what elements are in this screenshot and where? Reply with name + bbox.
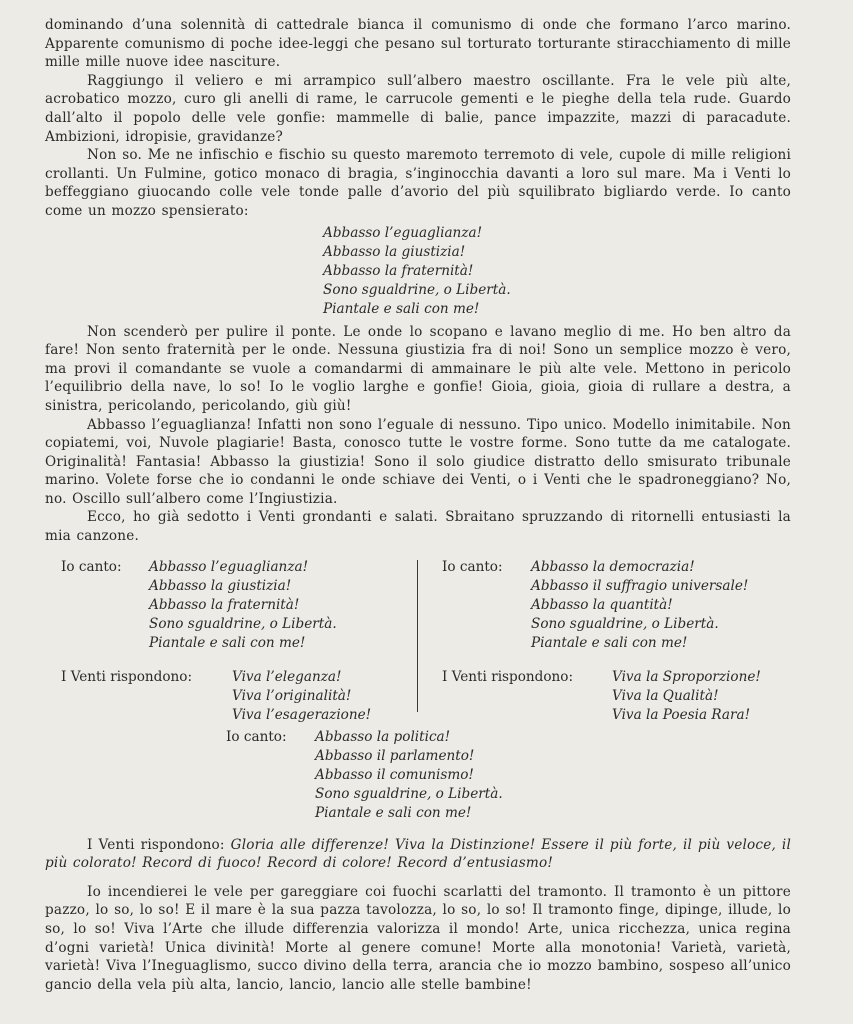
paragraph-deck: Non scenderò per pulire il ponte. Le onde lo scopano e lavano meglio di me. Ho ben altro da fare! Non sento fraternità per le onde. Nessuna giustizia fra di noi! Sono un semplice mozzo è vero, ma provi il comandante se vuole a comandarmi di ammainare le più alte vele. Mettono in pericolo l’equilibrio della nave, lo so! Io le voglio larghe e gonfie! Gioia, gioia, gioia di rullare a destra, a sinistra, pericolando, pericolando, giù giù! bbox=[45, 323, 791, 414]
verse-line: Sono sgualdrine, o Libertà. bbox=[531, 616, 719, 633]
verse-line: Abbasso il parlamento! bbox=[315, 747, 475, 764]
right-column bbox=[442, 558, 802, 726]
verse-line: Abbasso l’eguaglianza! bbox=[323, 224, 483, 241]
paragraph-winds: Ecco, ho già sedotto i Venti grondanti e salati. Sbraitano spruzzando di ritornelli entusiasti la mia canzone. bbox=[45, 509, 791, 545]
verse-first bbox=[323, 224, 791, 319]
verse-line: Abbasso la democrazia! bbox=[531, 558, 695, 575]
dialogue-columns bbox=[45, 558, 791, 724]
verse-line: Piantale e sali con me! bbox=[323, 300, 480, 317]
paragraph-equality: Abbasso l’eguaglianza! Infatti non sono l’eguale di nessuno. Tipo unico. Modello inimitabile. Non copiatemi, voi, Nuvole plagiarie! Basta, conosco tutte le vostre forme. Sono tutte da me catalogate. Originalità! Fantasia! Abbasso la giustizia! Sono il solo giudice distratto dello smisurato tribunale marino. Volete forse che io condanni le onde schiave dei Venti, o i Venti che le spadroneggiano? No, no. Oscillo sull’albero come l’Ingiustizia. bbox=[45, 416, 791, 507]
paragraph-storm: Non so. Me ne infischio e fischio su questo maremoto terremoto di vele, cupole di mille religioni crollanti. Un Fulmine, gotico monaco di bragia, s’inginocchia davanti a loro sul mare. Ma i Venti lo beffeggiano giuocando colle vele tonde palle d’avorio del più squilibrato bigliardo verde. Io canto come un mozzo spensierato: bbox=[45, 147, 791, 219]
verse-line: Viva la Qualità! bbox=[612, 687, 719, 704]
column-divider bbox=[417, 560, 418, 712]
verse-line: Abbasso la giustizia! bbox=[323, 243, 466, 260]
speaker-label: Io canto: bbox=[226, 728, 287, 745]
paragraph-winds-reply bbox=[45, 836, 791, 873]
verse-line: Sono sgualdrine, o Libertà. bbox=[315, 786, 503, 803]
verse-line: Viva l’esagerazione! bbox=[232, 707, 372, 724]
verse-line: Abbasso l’eguaglianza! bbox=[149, 558, 309, 575]
left-column bbox=[61, 558, 411, 726]
verse-line: Abbasso la fraternità! bbox=[323, 262, 474, 279]
verse-line: Sono sgualdrine, o Libertà. bbox=[149, 616, 337, 633]
speaker-label: I Venti rispondono: bbox=[61, 668, 193, 685]
verse-line: Abbasso la giustizia! bbox=[149, 577, 292, 594]
verse-line: Viva la Sproporzione! bbox=[612, 668, 761, 685]
verse-line: Abbasso la fraternità! bbox=[149, 597, 300, 614]
verse-line: Abbasso la politica! bbox=[315, 728, 451, 745]
verse-line: Piantale e sali con me! bbox=[315, 805, 472, 822]
paragraph-rigging: Raggiungo il veliero e mi arrampico sull’albero maestro oscillante. Fra le vele più alte, acrobatico mozzo, curo gli anelli di rame, le carrucole gementi e le pieghe della tela rude. Guardo dall’alto il popolo delle vele gonfie: mammelle di balie, pance impazzite, mazzi di paracadute. Ambizioni, idropisie, gravidanze? bbox=[45, 72, 791, 145]
paragraph-sunset: Io incendierei le vele per gareggiare coi fuochi scarlatti del tramonto. Il tramonto è un pittore pazzo, lo so, lo so! E il mare è la sua pazza tavolozza, lo so, lo so! Il tramonto finge, dipinge, illude, lo so, lo so! Viva l’Arte che illude differenzia valorizza il mondo! Arte, unica ricchezza, unica regina d’ogni varietà! Unica divinità! Morte al genere comune! Morte alla monotonia! Varietà, varietà, varietà! Viva l’Ineguaglismo, succo divino della terra, arancia che io mozzo bambino, sospeso all’unico gancio della vela più alta, lancio, lancio, lancio alle stelle bambine! bbox=[45, 883, 791, 993]
verse-line: Abbasso il suffragio universale! bbox=[531, 577, 749, 594]
speaker-label: I Venti rispondono: bbox=[87, 836, 225, 853]
reply-text: Gloria alle differenze! Viva la Distinzione! Essere il più forte, il più veloce, il più colorato! Record di fuoco! Record di colore! Record d’entusiasmo! bbox=[45, 836, 792, 872]
verse-line: Viva la Poesia Rara! bbox=[612, 707, 751, 724]
verse-line: Viva l’originalità! bbox=[232, 687, 352, 704]
verse-center bbox=[226, 728, 791, 824]
verse-line: Abbasso la quantità! bbox=[531, 597, 673, 614]
paragraph-opening: dominando d’una solennità di cattedrale bianca il comunismo di onde che formano l’arco marino. Apparente comunismo di poche idee-leggi che pesano sul torturato torturante stiracchiamento di mille mille mille nuove idee nasciture. bbox=[45, 17, 791, 71]
verse-line: Abbasso il comunismo! bbox=[315, 767, 474, 784]
verse-line: Viva l’eleganza! bbox=[232, 668, 342, 685]
verse-line: Piantale e sali con me! bbox=[149, 635, 306, 652]
speaker-label: Io canto: bbox=[442, 558, 503, 575]
verse-line: Sono sgualdrine, o Libertà. bbox=[323, 281, 511, 298]
speaker-label: Io canto: bbox=[61, 558, 122, 575]
verse-line: Piantale e sali con me! bbox=[531, 635, 688, 652]
speaker-label: I Venti rispondono: bbox=[442, 668, 574, 685]
